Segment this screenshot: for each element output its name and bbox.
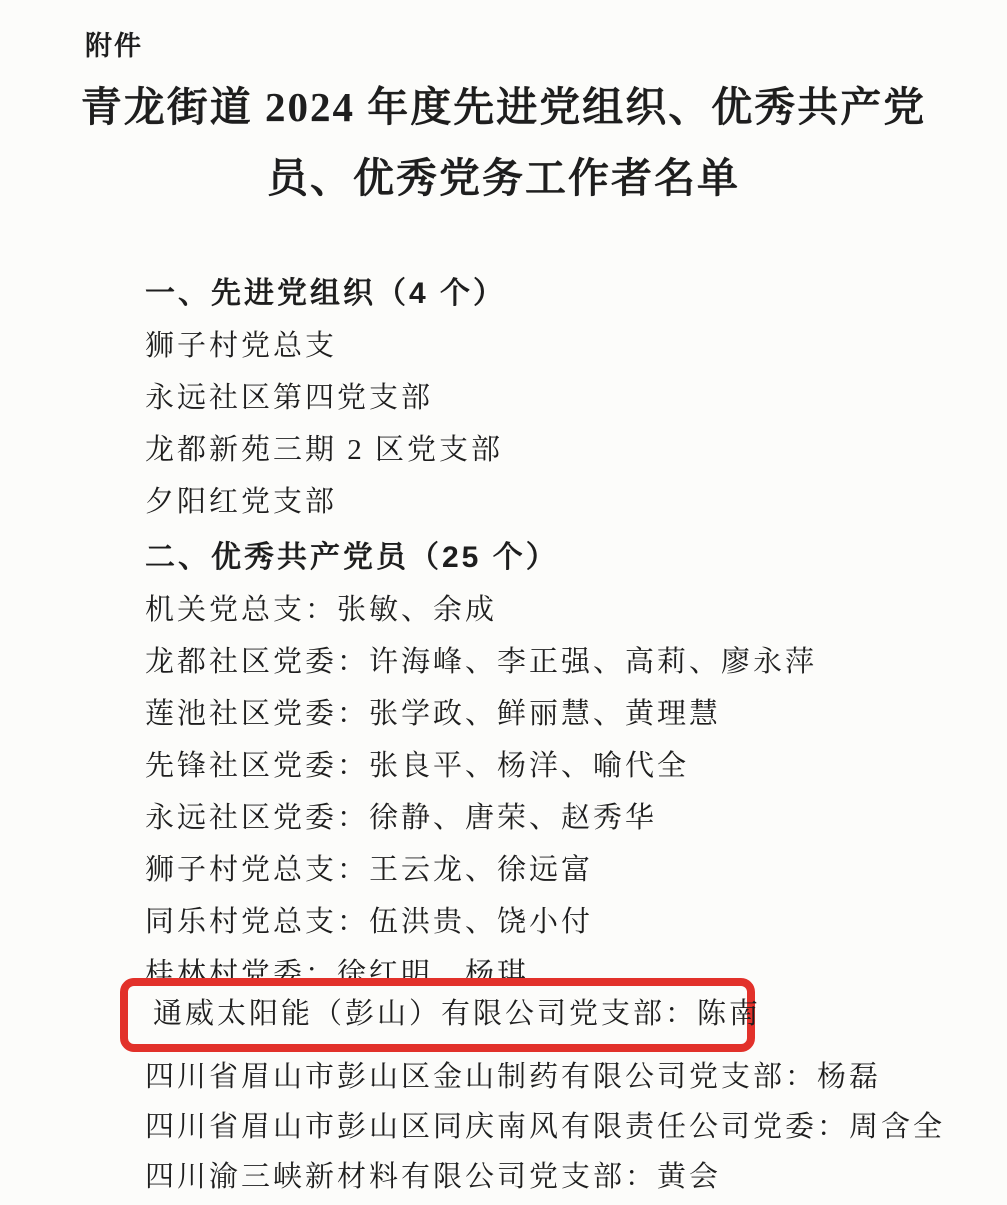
list-item: 狮子村党总支 xyxy=(145,330,338,362)
list-item: 四川省眉山市彭山区同庆南风有限责任公司党委：周含全 xyxy=(145,1111,946,1143)
list-item: 狮子村党总支：王云龙、徐远富 xyxy=(145,854,594,886)
list-item: 机关党总支：张敏、余成 xyxy=(145,594,498,626)
list-item: 莲池社区党委：张学政、鲜丽慧、黄理慧 xyxy=(145,698,722,730)
section1-heading: 一、先进党组织（4 个） xyxy=(145,277,507,310)
list-item: 先锋社区党委：张良平、杨洋、喻代全 xyxy=(145,750,690,782)
list-item: 龙都新苑三期 2 区党支部 xyxy=(145,434,504,466)
document-title-line2: 员、优秀党务工作者名单 xyxy=(267,155,740,201)
document-title xyxy=(0,72,1007,214)
highlighted-list-item: 通威太阳能（彭山）有限公司党支部：陈南 xyxy=(153,998,762,1030)
list-item: 桂林村党委：徐红明、杨琪 xyxy=(145,958,530,990)
highlight-box xyxy=(120,978,762,1052)
document-title-line1: 青龙街道 2024 年度先进党组织、优秀共产党 xyxy=(80,84,927,130)
list-item: 四川渝三峡新材料有限公司党支部：黄会 xyxy=(145,1161,722,1193)
attachment-label: 附件 xyxy=(85,31,143,61)
document-body xyxy=(145,268,977,1202)
list-item: 同乐村党总支：伍洪贵、饶小付 xyxy=(145,906,594,938)
list-item: 永远社区党委：徐静、唐荣、赵秀华 xyxy=(145,802,658,834)
list-item: 永远社区第四党支部 xyxy=(145,382,434,414)
section2-heading: 二、优秀共产党员（25 个） xyxy=(145,541,559,574)
list-item: 龙都社区党委：许海峰、李正强、高莉、廖永萍 xyxy=(145,646,818,678)
list-item: 四川省眉山市彭山区金山制药有限公司党支部：杨磊 xyxy=(145,1061,882,1093)
list-item: 夕阳红党支部 xyxy=(145,486,338,518)
section2-tail xyxy=(145,1052,977,1202)
